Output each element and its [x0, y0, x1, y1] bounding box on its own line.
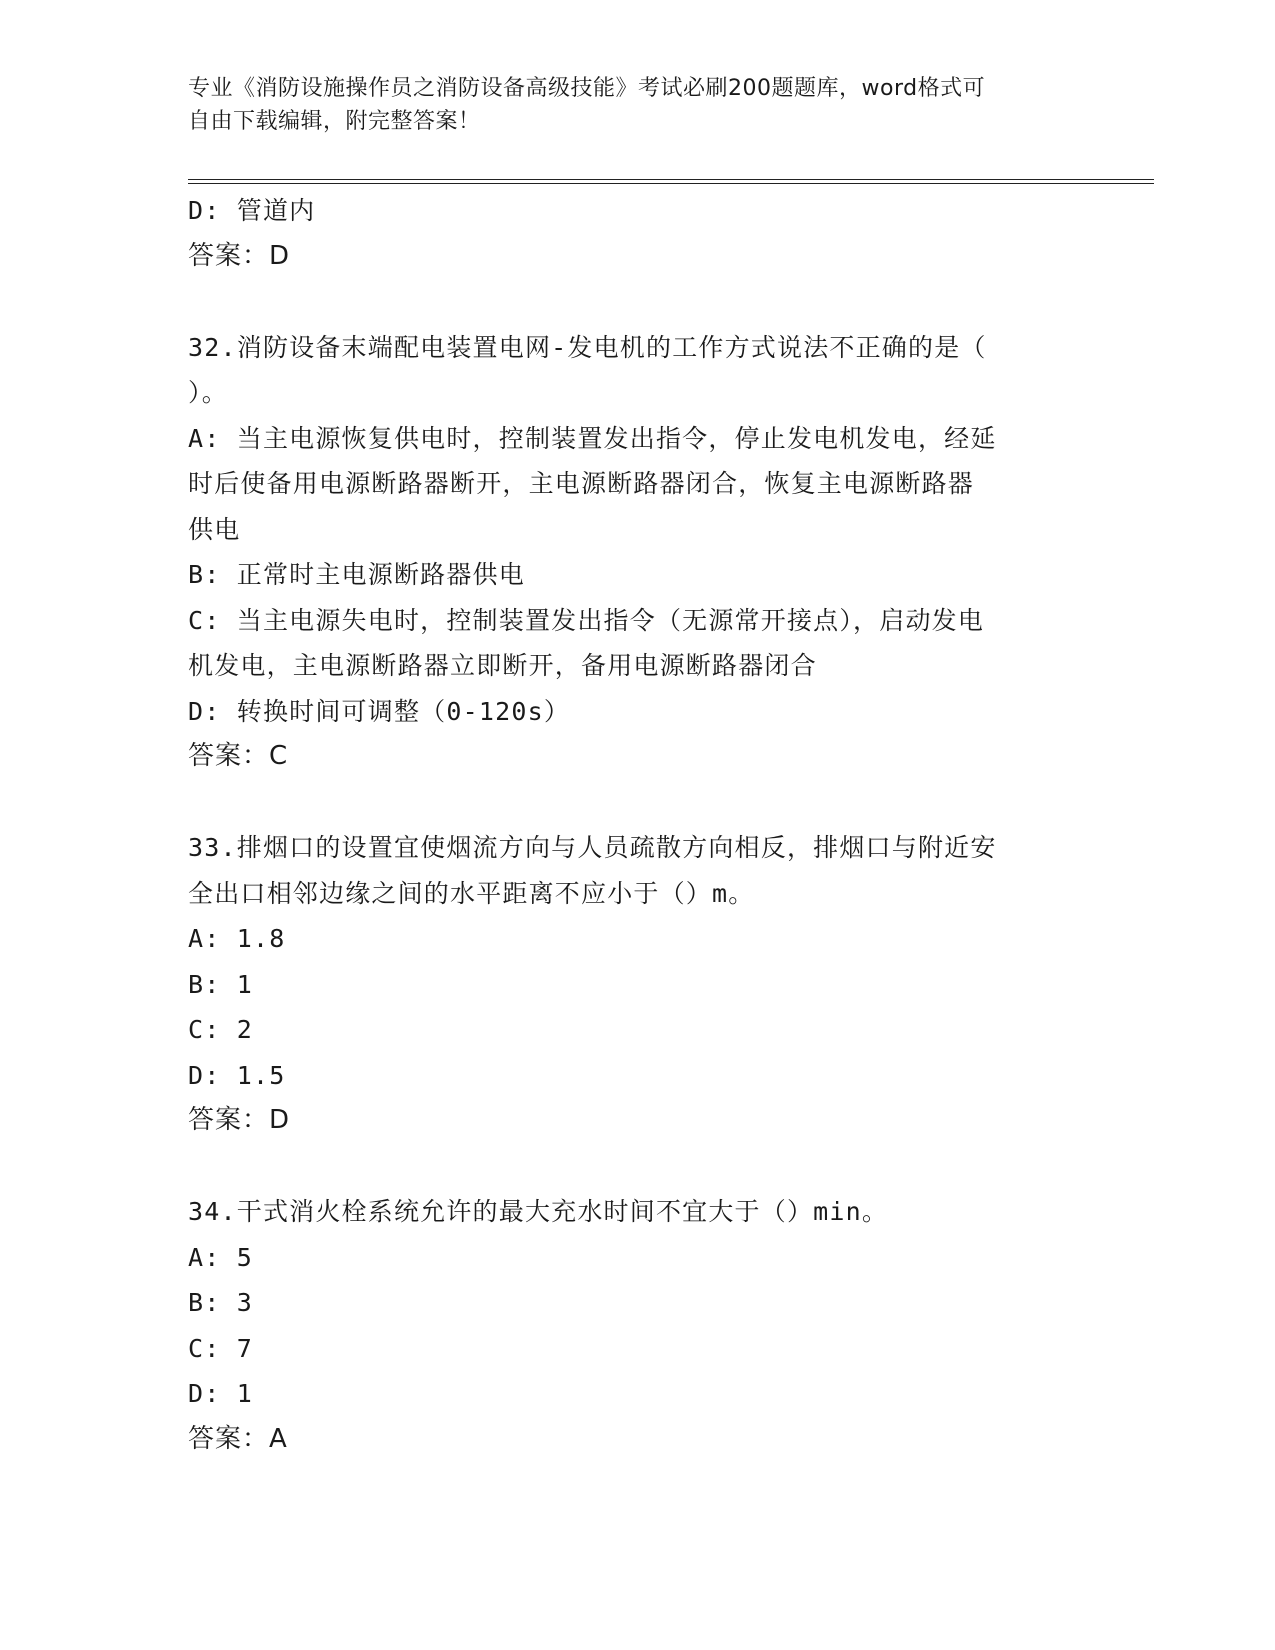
option-d: D: 管道内	[188, 196, 316, 225]
question-stem: 34.干式消火栓系统允许的最大充水时间不宜大于（）min。	[188, 1197, 889, 1226]
document-header	[188, 72, 1068, 138]
header-title-line-1: 专业《消防设施操作员之消防设备高级技能》考试必刷200题题库，word格式可	[188, 76, 986, 101]
option-d: D: 1	[188, 1379, 254, 1408]
option-d: D: 转换时间可调整（0-120s）	[188, 696, 571, 726]
question-stem-continued: 全出口相邻边缘之间的水平距离不应小于（）m。	[188, 878, 755, 908]
question-stem: 32.消防设备末端配电装置电网-发电机的工作方式说法不正确的是（	[188, 332, 987, 362]
option-a: A: 5	[188, 1242, 254, 1272]
question-34	[188, 1189, 1088, 1462]
question-stem-continued: ）。	[188, 378, 228, 407]
previous-question-tail	[188, 188, 1088, 279]
spacer	[188, 780, 1088, 826]
option-a-continued: 时后使备用电源断路器断开，主电源断路器闭合，恢复主电源断路器	[188, 469, 975, 498]
spacer	[188, 279, 1088, 325]
header-divider-top	[188, 179, 1154, 180]
header-divider-bottom	[188, 183, 1154, 184]
answer-line: 答案：C	[188, 741, 289, 771]
option-c: C: 7	[188, 1333, 254, 1363]
spacer	[188, 1144, 1088, 1190]
option-a-continued: 供电	[188, 514, 241, 544]
question-32	[188, 325, 1088, 780]
header-title-line-2: 自由下载编辑，附完整答案！	[188, 109, 481, 134]
option-b: B: 1	[188, 969, 254, 999]
question-33	[188, 825, 1088, 1144]
answer-line: 答案：D	[188, 240, 291, 271]
option-c: C: 当主电源失电时，控制装置发出指令（无源常开接点），启动发电	[188, 605, 985, 635]
option-a: A: 当主电源恢复供电时，控制装置发出指令，停止发电机发电，经延	[188, 423, 997, 453]
option-d: D: 1.5	[188, 1060, 286, 1090]
option-c-continued: 机发电，主电源断路器立即断开，备用电源断路器闭合	[188, 651, 817, 680]
option-a: A: 1.8	[188, 924, 286, 953]
option-c: C: 2	[188, 1015, 254, 1044]
answer-line: 答案：A	[188, 1423, 288, 1454]
option-b: B: 3	[188, 1288, 254, 1317]
question-list	[188, 188, 1088, 1462]
question-stem: 33.排烟口的设置宜使烟流方向与人员疏散方向相反，排烟口与附近安	[188, 833, 997, 862]
answer-line: 答案：D	[188, 1105, 291, 1135]
option-b: B: 正常时主电源断路器供电	[188, 560, 525, 589]
